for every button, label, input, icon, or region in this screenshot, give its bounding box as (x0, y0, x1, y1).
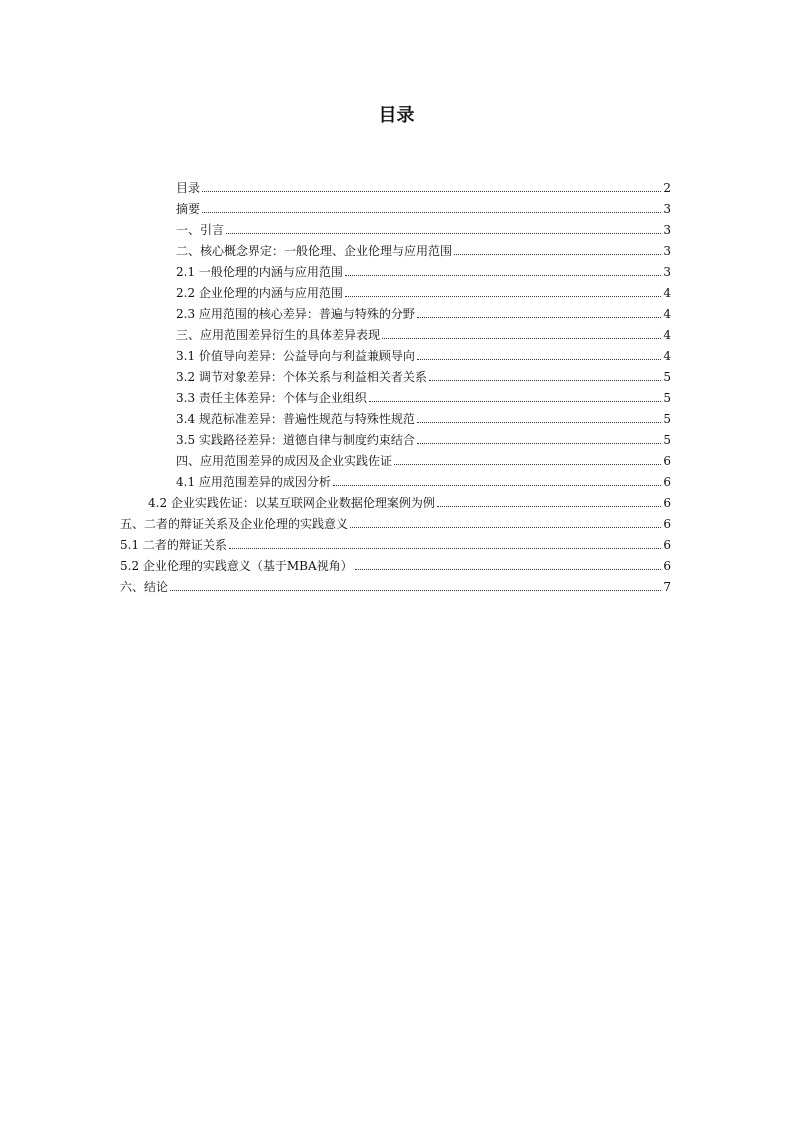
dot-leader (437, 506, 661, 507)
toc-entry-label: 4.1 应用范围差异的成因分析 (176, 475, 331, 489)
toc-entry-label: 2.1 一般伦理的内涵与应用范围 (176, 265, 343, 279)
toc-entry-toc[interactable] (176, 178, 671, 196)
toc-entry-label: 五、二者的辩证关系及企业伦理的实践意义 (120, 517, 349, 531)
toc-entry-section-2[interactable] (176, 241, 671, 259)
toc-entry-page: 6 (663, 559, 671, 573)
toc-entry-section-5[interactable] (120, 514, 671, 532)
toc-entry-page: 6 (663, 475, 671, 489)
toc-entry-section-3-2[interactable] (176, 367, 671, 385)
toc-entry-section-2-3[interactable] (176, 304, 671, 322)
dot-leader (454, 254, 661, 255)
toc-entry-section-2-2[interactable] (176, 283, 671, 301)
toc-entry-page: 5 (663, 412, 671, 426)
toc-entry-label: 摘要 (176, 202, 201, 216)
dot-leader (333, 485, 661, 486)
toc-entry-page: 6 (663, 517, 671, 531)
dot-leader (382, 338, 661, 339)
toc-entry-label: 六、结论 (120, 580, 169, 594)
toc-entry-page: 6 (663, 454, 671, 468)
dot-leader (417, 317, 661, 318)
toc-entry-label: 2.3 应用范围的核心差异：普遍与特殊的分野 (176, 307, 415, 321)
toc-entry-page: 3 (663, 202, 671, 216)
dot-leader (345, 296, 661, 297)
toc-entry-page: 4 (663, 286, 671, 300)
toc-entry-section-2-1[interactable] (176, 262, 671, 280)
toc-entry-page: 3 (663, 265, 671, 279)
toc-entry-section-5-2[interactable] (120, 556, 671, 574)
toc-entry-label: 二、核心概念界定：一般伦理、企业伦理与应用范围 (176, 244, 453, 258)
toc-entry-page: 4 (663, 307, 671, 321)
toc-entry-page: 2 (663, 181, 671, 195)
toc-entry-page: 6 (663, 538, 671, 552)
toc-entry-label: 3.4 规范标准差异：普遍性规范与特殊性规范 (176, 412, 415, 426)
toc-entry-page: 5 (663, 391, 671, 405)
dot-leader (229, 548, 661, 549)
toc-entry-section-3-4[interactable] (176, 409, 671, 427)
toc-entry-page: 4 (663, 349, 671, 363)
toc-entry-page: 4 (663, 328, 671, 342)
dot-leader (429, 380, 661, 381)
dot-leader (226, 233, 661, 234)
dot-leader (345, 275, 661, 276)
dot-leader (417, 443, 661, 444)
toc-entry-section-3-3[interactable] (176, 388, 671, 406)
toc-entry-label: 3.5 实践路径差异：道德自律与制度约束结合 (176, 433, 415, 447)
toc-entry-conclusion[interactable] (120, 577, 671, 595)
toc-entry-page: 5 (663, 370, 671, 384)
dot-leader (170, 590, 661, 591)
toc-entry-section-4-2[interactable] (148, 493, 671, 511)
dot-leader (394, 464, 661, 465)
toc-entry-section-4[interactable] (176, 451, 671, 469)
toc-entry-introduction[interactable] (176, 220, 671, 238)
toc-entry-page: 3 (663, 223, 671, 237)
dot-leader (417, 422, 661, 423)
dot-leader (417, 359, 661, 360)
toc-entry-label: 2.2 企业伦理的内涵与应用范围 (176, 286, 343, 300)
toc-entry-section-3-1[interactable] (176, 346, 671, 364)
toc-entry-label: 5.2 企业伦理的实践意义（基于MBA视角） (120, 559, 353, 573)
toc-entry-page: 5 (663, 433, 671, 447)
toc-entry-label: 三、应用范围差异衍生的具体差异表现 (176, 328, 381, 342)
dot-leader (369, 401, 661, 402)
toc-entry-label: 3.1 价值导向差异：公益导向与利益兼顾导向 (176, 349, 415, 363)
dot-leader (350, 527, 661, 528)
toc-entry-page: 6 (663, 496, 671, 510)
toc-entry-label: 3.2 调节对象差异：个体关系与利益相关者关系 (176, 370, 427, 384)
toc-entry-page: 3 (663, 244, 671, 258)
toc-entry-label: 目录 (176, 181, 201, 195)
toc-entry-section-4-1[interactable] (176, 472, 671, 490)
toc-entry-section-3-5[interactable] (176, 430, 671, 448)
toc-entry-label: 3.3 责任主体差异：个体与企业组织 (176, 391, 367, 405)
page-title: 目录 (378, 105, 415, 126)
toc-entry-label: 四、应用范围差异的成因及企业实践佐证 (176, 454, 393, 468)
dot-leader (355, 569, 662, 570)
dot-leader (202, 212, 661, 213)
toc-entry-section-5-1[interactable] (120, 535, 671, 553)
toc-entry-page: 7 (663, 580, 671, 594)
toc-entry-label: 4.2 企业实践佐证：以某互联网企业数据伦理案例为例 (148, 496, 435, 510)
toc-entry-label: 一、引言 (176, 223, 225, 237)
toc-entry-label: 5.1 二者的辩证关系 (120, 538, 227, 552)
toc-entry-abstract[interactable] (176, 199, 671, 217)
toc-entry-section-3[interactable] (176, 325, 671, 343)
dot-leader (202, 191, 661, 192)
